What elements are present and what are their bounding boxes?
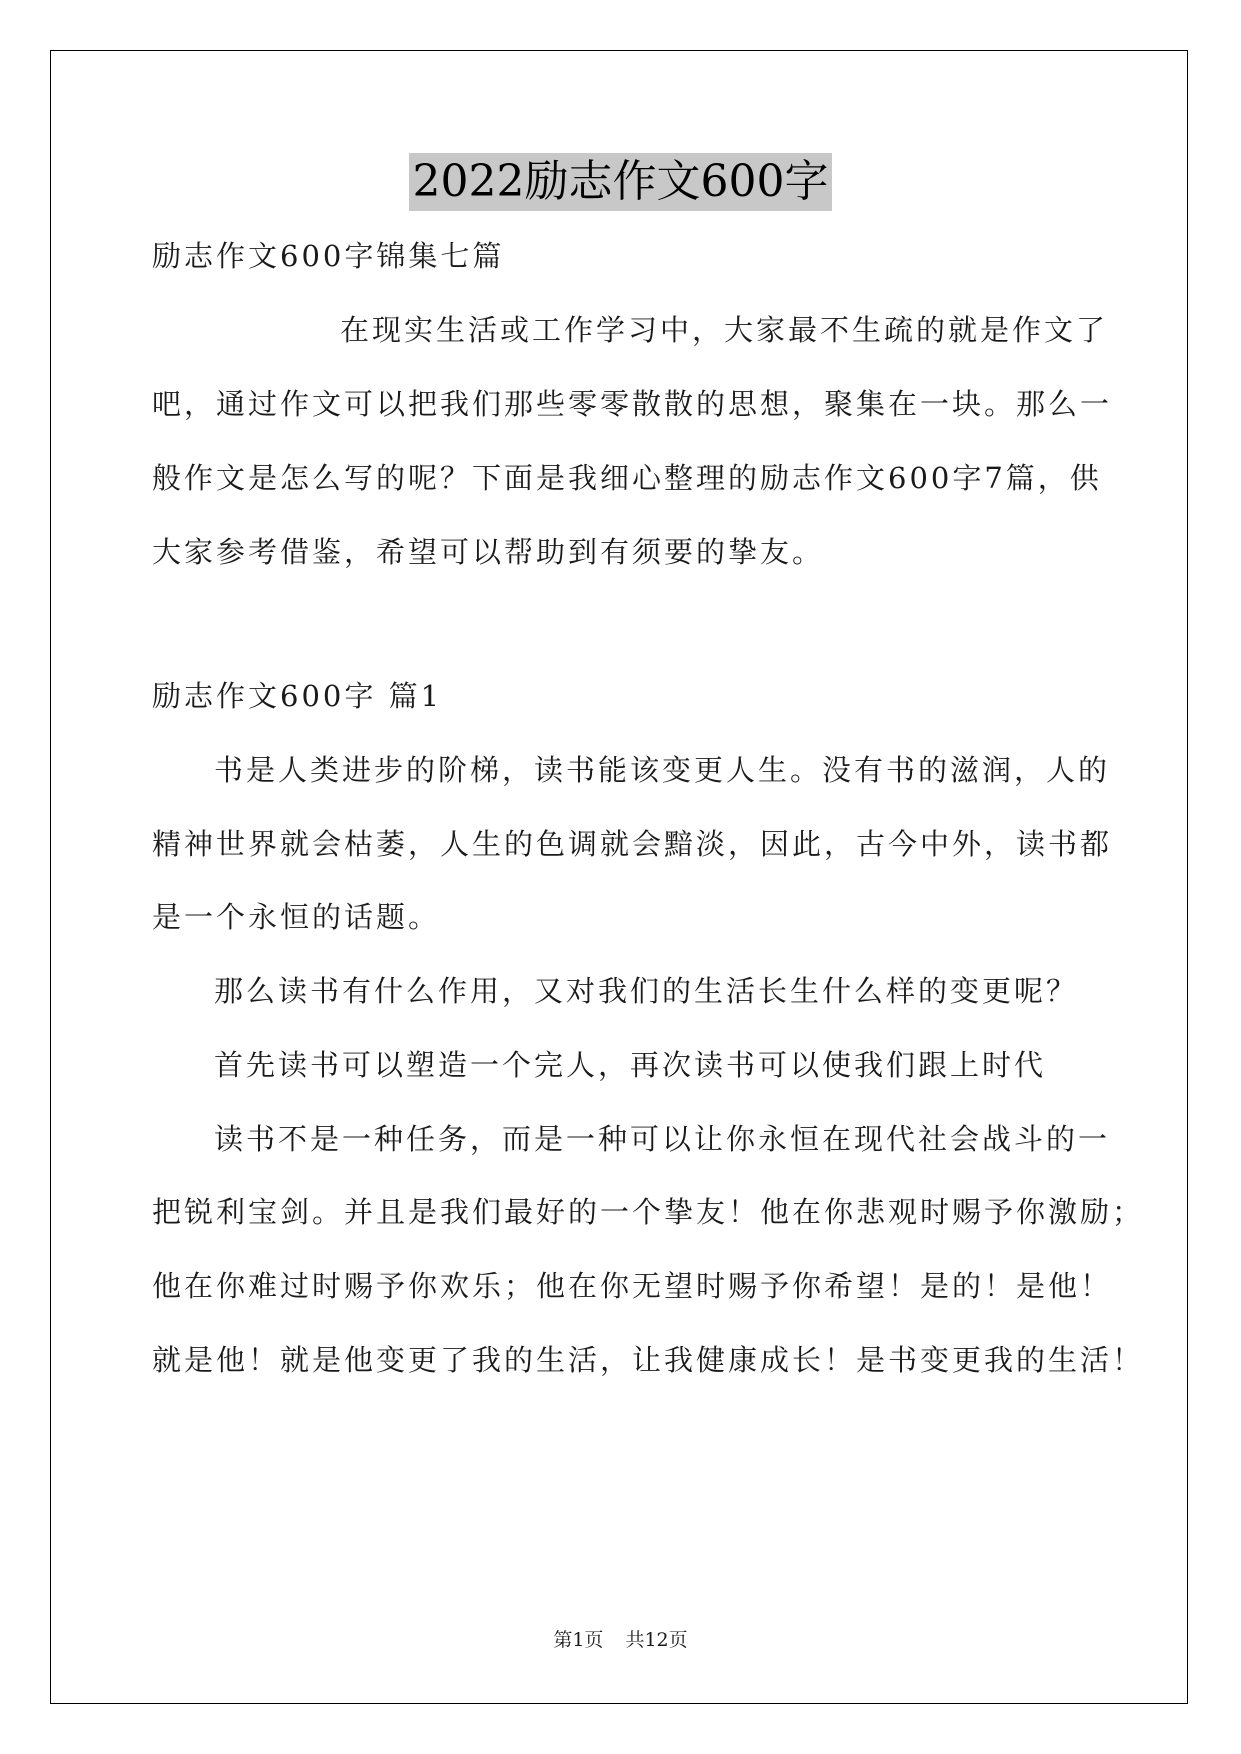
intro-line: 吧，通过作文可以把我们那些零零散散的思想，聚集在一块。那么一 — [152, 387, 1113, 421]
body-line: 是一个永恒的话题。 — [152, 900, 441, 934]
page-border — [50, 50, 1188, 1704]
body-line: 就是他！就是他变更了我的生活，让我健康成长！是书变更我的生活！ — [152, 1343, 1145, 1377]
page-total: 共12页 — [625, 1629, 688, 1651]
title-container — [0, 153, 1241, 211]
subtitle: 励志作文600字锦集七篇 — [152, 239, 505, 273]
intro-line: 大家参考借鉴，希望可以帮助到有须要的挚友。 — [152, 535, 825, 569]
intro-line: 般作文是怎么写的呢？下面是我细心整理的励志作文600字7篇，供 — [152, 461, 1102, 495]
page-footer — [0, 1625, 1241, 1652]
section-heading: 励志作文600字 篇1 — [152, 679, 443, 713]
body-line: 他在你难过时赐予你欢乐；他在你无望时赐予你希望！是的！是他！ — [152, 1269, 1113, 1303]
body-line: 把锐利宝剑。并且是我们最好的一个挚友！他在你悲观时赐予你激励； — [152, 1195, 1145, 1229]
body-line: 读书不是一种任务，而是一种可以让你永恒在现代社会战斗的一 — [214, 1122, 1111, 1156]
document-title: 2022励志作文600字 — [409, 153, 833, 211]
intro-line: 在现实生活或工作学习中，大家最不生疏的就是作文了 — [340, 313, 1109, 347]
body-line: 精神世界就会枯萎，人生的色调就会黯淡，因此，古今中外，读书都 — [152, 827, 1113, 861]
page-number: 第1页 — [553, 1629, 604, 1651]
body-line: 那么读书有什么作用，又对我们的生活长生什么样的变更呢？ — [214, 974, 1079, 1008]
body-line: 首先读书可以塑造一个完人，再次读书可以使我们跟上时代 — [214, 1048, 1047, 1082]
body-line: 书是人类进步的阶梯，读书能该变更人生。没有书的滋润，人的 — [214, 753, 1111, 787]
